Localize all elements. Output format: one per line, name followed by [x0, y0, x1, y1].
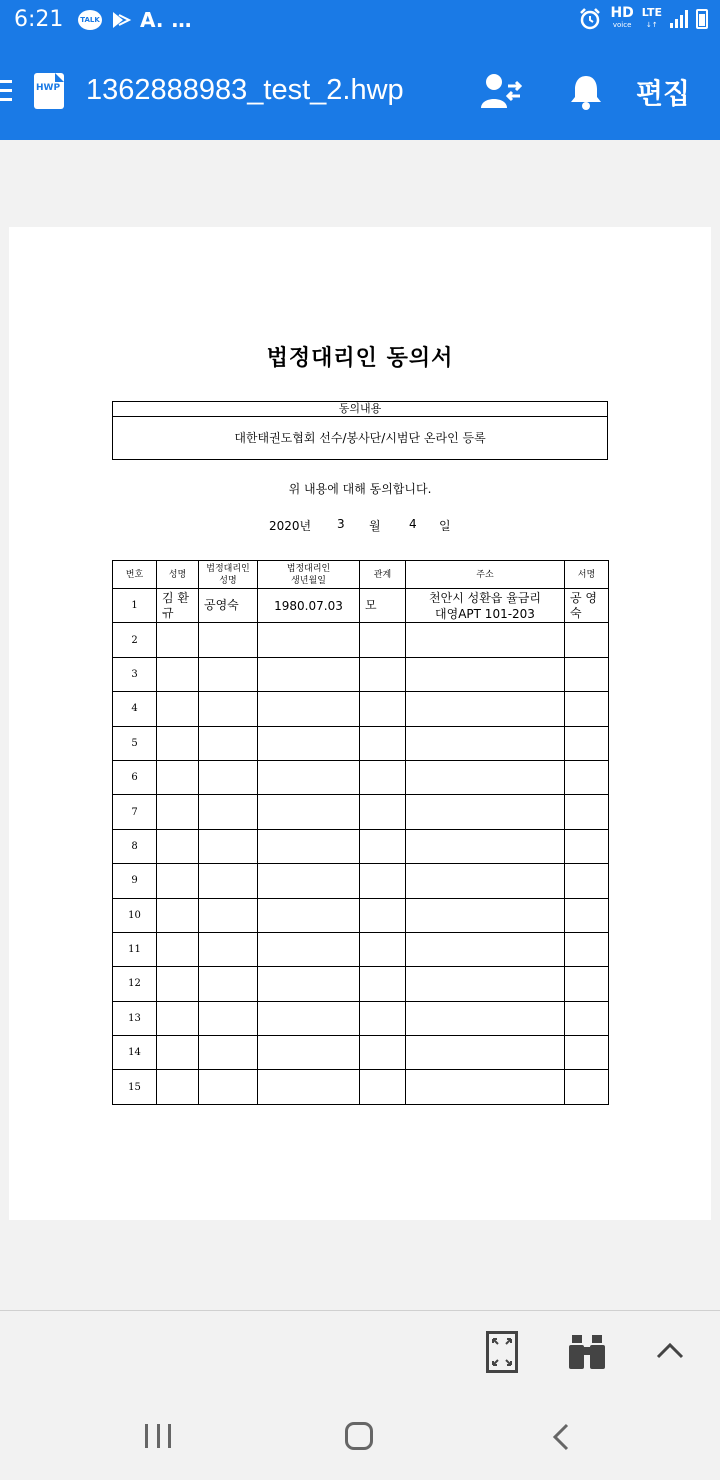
cell-signature — [565, 1070, 609, 1104]
cell-signature — [565, 795, 609, 829]
cell-signature — [565, 967, 609, 1001]
cell-guardian-birth — [258, 657, 360, 691]
cell-relation — [360, 829, 406, 863]
row-number: 2 — [113, 623, 157, 657]
consent-box — [112, 401, 608, 460]
fit-screen-icon[interactable] — [486, 1331, 518, 1373]
row-number: 9 — [113, 864, 157, 898]
cell-name — [157, 623, 199, 657]
cell-address — [406, 898, 565, 932]
cell-relation — [360, 864, 406, 898]
cell-address — [406, 623, 565, 657]
cell-guardian-birth — [258, 898, 360, 932]
table-row — [113, 1070, 609, 1104]
registration-table — [112, 560, 609, 1105]
cell-relation — [360, 657, 406, 691]
a-app-icon: A. — [140, 8, 164, 32]
cell-signature — [565, 692, 609, 726]
system-nav-bar — [0, 1396, 720, 1480]
cell-guardian-birth: 1980.07.03 — [258, 589, 360, 623]
cell-address — [406, 932, 565, 966]
play-store-icon — [110, 10, 132, 30]
row-number: 6 — [113, 760, 157, 794]
cell-guardian-name — [199, 1036, 258, 1070]
cell-relation — [360, 1036, 406, 1070]
signal-icon — [670, 10, 688, 28]
table-row — [113, 829, 609, 863]
row-number: 3 — [113, 657, 157, 691]
cell-guardian-name — [199, 726, 258, 760]
cell-address — [406, 1036, 565, 1070]
table-row — [113, 864, 609, 898]
cell-guardian-name — [199, 967, 258, 1001]
header-name: 성명 — [157, 561, 199, 589]
cell-guardian-name — [199, 623, 258, 657]
app-toolbar — [0, 42, 720, 140]
cell-signature — [565, 760, 609, 794]
cell-name — [157, 795, 199, 829]
table-row — [113, 1001, 609, 1035]
date-day: 4 — [409, 517, 417, 531]
cell-signature: 공 영 숙 — [565, 589, 609, 623]
table-row — [113, 932, 609, 966]
table-row — [113, 692, 609, 726]
user-swap-icon[interactable] — [480, 72, 522, 110]
cell-guardian-birth — [258, 1036, 360, 1070]
table-row — [113, 657, 609, 691]
cell-guardian-birth — [258, 760, 360, 794]
row-number: 13 — [113, 1001, 157, 1035]
cell-name — [157, 967, 199, 1001]
cell-guardian-name — [199, 657, 258, 691]
cell-guardian-birth — [258, 864, 360, 898]
cell-relation — [360, 623, 406, 657]
cell-relation — [360, 692, 406, 726]
bottom-toolbar — [0, 1310, 720, 1396]
cell-relation — [360, 932, 406, 966]
row-number: 14 — [113, 1036, 157, 1070]
cell-signature — [565, 1001, 609, 1035]
chevron-up-icon[interactable] — [656, 1341, 684, 1359]
kakaotalk-icon: TALK — [78, 10, 102, 30]
cell-address — [406, 967, 565, 1001]
cell-guardian-birth — [258, 795, 360, 829]
cell-address: 천안시 성환읍 율금리 대영APT 101-203 — [406, 589, 565, 623]
cell-name — [157, 657, 199, 691]
cell-address — [406, 795, 565, 829]
cell-guardian-birth — [258, 1001, 360, 1035]
cell-guardian-birth — [258, 829, 360, 863]
cell-signature — [565, 898, 609, 932]
bell-icon[interactable] — [568, 72, 604, 110]
menu-icon[interactable] — [0, 80, 12, 102]
row-number: 5 — [113, 726, 157, 760]
alarm-icon — [578, 7, 602, 31]
cell-guardian-birth — [258, 932, 360, 966]
row-number: 10 — [113, 898, 157, 932]
cell-guardian-birth — [258, 623, 360, 657]
row-number: 8 — [113, 829, 157, 863]
date-row — [9, 517, 711, 533]
table-row — [113, 898, 609, 932]
header-guardian-birth: 법정대리인 생년월일 — [258, 561, 360, 589]
cell-relation — [360, 967, 406, 1001]
cell-address — [406, 1070, 565, 1104]
cell-signature — [565, 1036, 609, 1070]
row-number: 15 — [113, 1070, 157, 1104]
cell-relation — [360, 795, 406, 829]
cell-relation — [360, 898, 406, 932]
cell-guardian-name — [199, 795, 258, 829]
cell-relation — [360, 1001, 406, 1035]
cell-name — [157, 932, 199, 966]
status-time: 6:21 — [14, 7, 64, 32]
cell-name — [157, 898, 199, 932]
date-day-unit: 일 — [439, 519, 451, 533]
cell-address — [406, 864, 565, 898]
row-number: 1 — [113, 589, 157, 623]
row-number: 4 — [113, 692, 157, 726]
table-row — [113, 623, 609, 657]
date-month-unit: 월 — [369, 519, 381, 533]
notification-icons — [78, 8, 191, 32]
header-number: 번호 — [113, 561, 157, 589]
table-header-row — [113, 561, 609, 589]
cell-name: 김 환 규 — [157, 589, 199, 623]
cell-name — [157, 726, 199, 760]
document-title: 법정대리인 동의서 — [266, 346, 454, 371]
cell-signature — [565, 932, 609, 966]
lte-icon: LTE ↓↑ — [641, 6, 662, 29]
table-body — [113, 589, 609, 1105]
table-row — [113, 589, 609, 623]
cell-signature — [565, 864, 609, 898]
cell-relation — [360, 760, 406, 794]
cell-name — [157, 829, 199, 863]
cell-guardian-name — [199, 1070, 258, 1104]
agree-statement: 위 내용에 대해 동의합니다. — [288, 482, 432, 496]
binoculars-icon[interactable] — [568, 1333, 606, 1371]
cell-relation — [360, 1070, 406, 1104]
table-row — [113, 967, 609, 1001]
header-address: 주소 — [406, 561, 565, 589]
file-name: 1362888983_test_2.hwp — [86, 74, 404, 106]
battery-icon — [696, 9, 708, 29]
cell-name — [157, 692, 199, 726]
cell-address — [406, 760, 565, 794]
cell-signature — [565, 623, 609, 657]
cell-name — [157, 864, 199, 898]
back-icon[interactable] — [552, 1422, 570, 1452]
edit-button[interactable]: 편집 — [636, 77, 691, 110]
cell-name — [157, 1036, 199, 1070]
hd-voice-icon: HD voice — [610, 4, 634, 29]
cell-signature — [565, 657, 609, 691]
cell-relation: 모 — [360, 589, 406, 623]
document-page[interactable] — [9, 227, 711, 1220]
row-number: 7 — [113, 795, 157, 829]
date-month: 3 — [337, 517, 345, 531]
cell-guardian-birth — [258, 692, 360, 726]
cell-guardian-birth — [258, 967, 360, 1001]
header-signature: 서명 — [565, 561, 609, 589]
cell-guardian-name: 공영숙 — [199, 589, 258, 623]
cell-guardian-name — [199, 760, 258, 794]
cell-name — [157, 760, 199, 794]
cell-guardian-name — [199, 692, 258, 726]
more-notifications-icon: … — [171, 8, 192, 32]
system-icons — [578, 6, 708, 31]
cell-address — [406, 657, 565, 691]
table-row — [113, 1036, 609, 1070]
table-row — [113, 795, 609, 829]
consent-header: 동의내용 — [113, 402, 607, 417]
cell-guardian-birth — [258, 1070, 360, 1104]
cell-guardian-name — [199, 864, 258, 898]
cell-guardian-name — [199, 829, 258, 863]
cell-address — [406, 1001, 565, 1035]
cell-name — [157, 1001, 199, 1035]
status-bar — [0, 0, 720, 42]
cell-guardian-birth — [258, 726, 360, 760]
cell-address — [406, 692, 565, 726]
row-number: 12 — [113, 967, 157, 1001]
home-icon[interactable] — [345, 1422, 373, 1450]
row-number: 11 — [113, 932, 157, 966]
header-guardian-name: 법정대리인 성명 — [199, 561, 258, 589]
table-row — [113, 760, 609, 794]
cell-relation — [360, 726, 406, 760]
cell-guardian-name — [199, 898, 258, 932]
table-row — [113, 726, 609, 760]
cell-guardian-name — [199, 932, 258, 966]
header-relation: 관계 — [360, 561, 406, 589]
recent-apps-icon[interactable] — [145, 1424, 171, 1448]
cell-signature — [565, 726, 609, 760]
cell-address — [406, 829, 565, 863]
date-year: 2020년 — [269, 519, 312, 533]
consent-body: 대한태권도협회 선수/봉사단/시범단 온라인 등록 — [234, 431, 486, 445]
cell-guardian-name — [199, 1001, 258, 1035]
cell-signature — [565, 829, 609, 863]
hwp-file-icon: HWP — [34, 73, 64, 109]
cell-name — [157, 1070, 199, 1104]
cell-address — [406, 726, 565, 760]
